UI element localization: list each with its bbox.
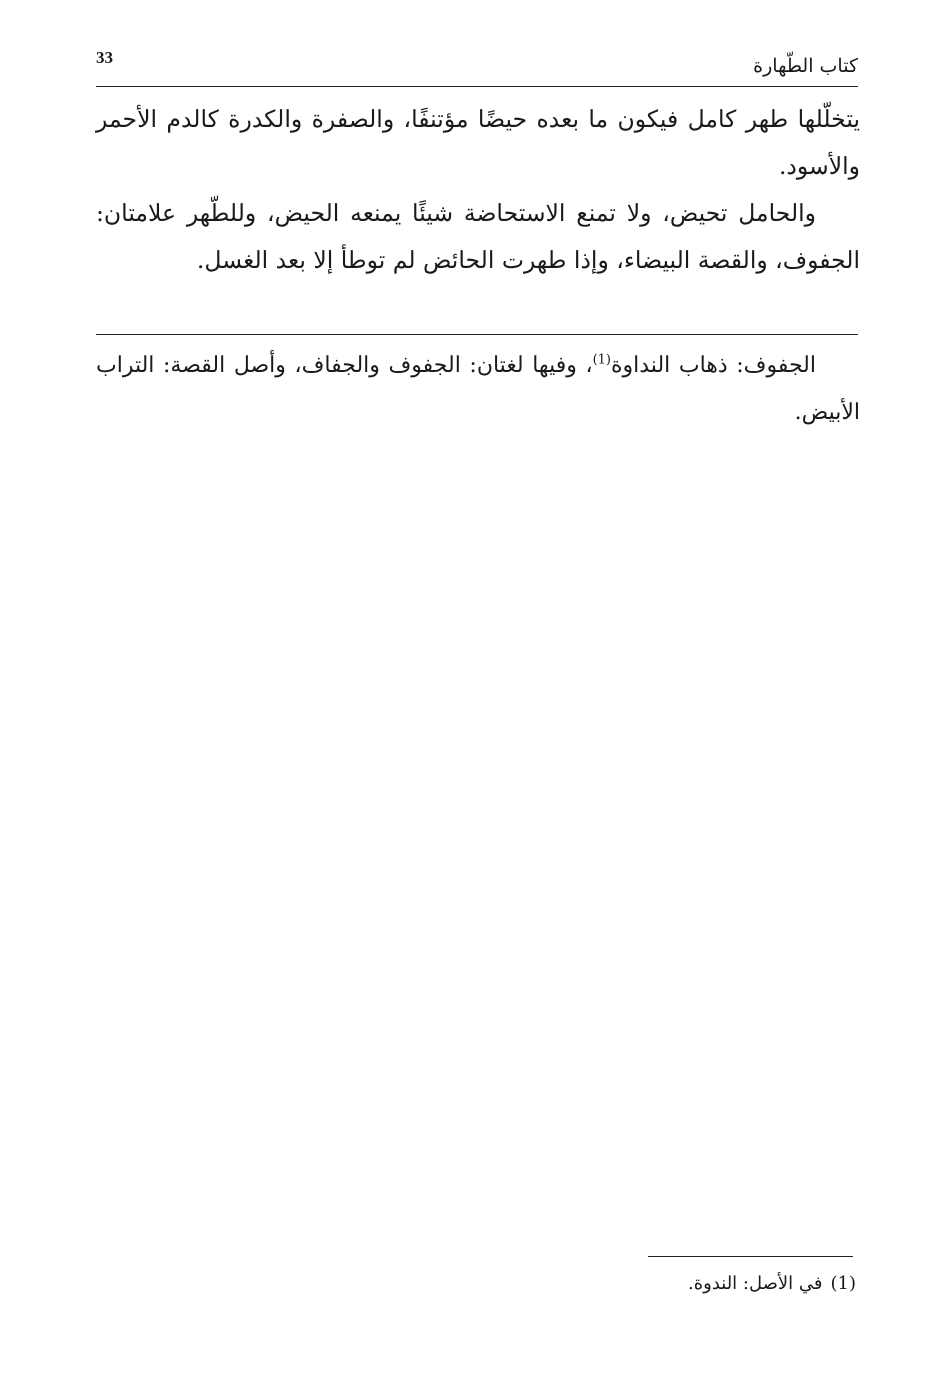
footnote-reference[interactable]: (1) xyxy=(592,352,611,368)
footnote-marker: (1) xyxy=(830,1273,856,1294)
page-number: 33 xyxy=(96,48,113,67)
header-rule xyxy=(96,86,858,87)
commentary-text-start: الجفوف: ذهاب النداوة xyxy=(611,353,817,378)
running-title: كتاب الطّهارة xyxy=(753,55,858,77)
main-text xyxy=(96,96,860,284)
footnote-rule xyxy=(648,1256,853,1257)
section-divider xyxy=(96,334,858,335)
footnote xyxy=(688,1270,856,1298)
main-paragraph: والحامل تحيض، ولا تمنع الاستحاضة شيئًا يمنعه الحيض، وللطّهر علامتان: الجفوف، والقصة البيضاء، وإذا طهرت الحائض لم توطأ إلا بعد الغسل. xyxy=(96,199,860,274)
commentary-block xyxy=(96,342,860,436)
main-paragraph: يتخلّلها طهر كامل فيكون ما بعده حيضًا مؤتنفًا، والصفرة والكدرة كالدم الأحمر والأسود. xyxy=(96,105,860,180)
commentary-text-end: ، وفيها لغتان: الجفوف والجفاف، وأصل القصة: التراب الأبيض. xyxy=(96,353,860,425)
commentary-paragraph xyxy=(96,342,860,436)
footnote-text: في الأصل: الندوة. xyxy=(687,1273,823,1294)
